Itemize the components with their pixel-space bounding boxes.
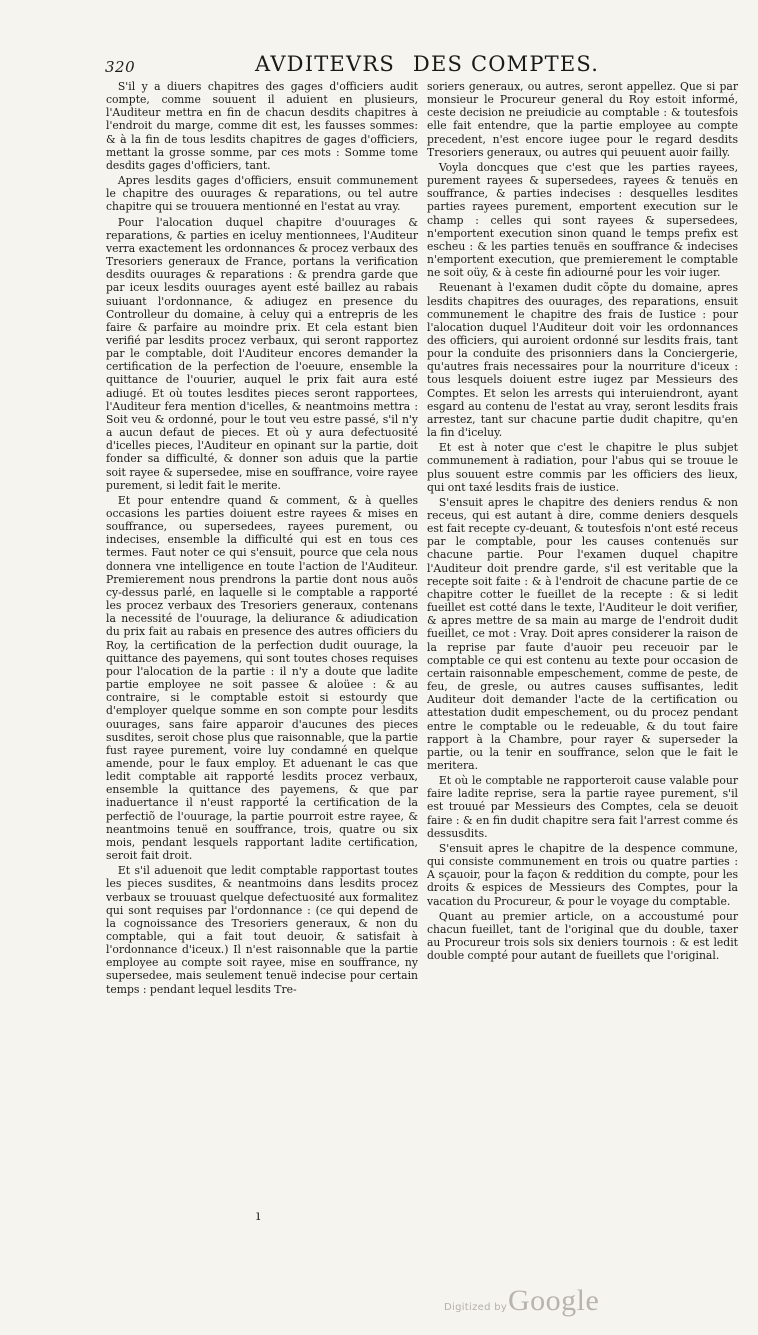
paragraph: S'ensuit apres le chapitre des deniers rendus & non receus, qui est autant à dire, comme deniers desquels est fait recepte cy-deuant, & toutesfois n'ont esté receus par le comptable, pour les causes contenuës sur chacune partie. Pour l'examen duquel chapitre l'Auditeur doit prendre garde, s'il est veritable que la recepte soit faite : & à l'endroit de chacune partie de ce chapitre cotter le fueillet de la recepte : & si ledit fueillet est cotté dans le texte, l'Auditeur le doit verifier, & apres mettre de sa main au marge de l'endroit dudit fueillet, ce mot : Vray. Doit apres considerer la raison de la reprise par faute d'auoir peu receuoir par le comptable ce qui est contenu au texte pour occasion de certain raisonnable empeschement, comme de peste, de feu, de gresle, ou autres causes suffisantes, ledit Auditeur doit demander l'acte de la certification ou attestation dudit empeschement, ou du procez pendant entre le comptable ou le redeuable, & du tout faire rapport à la Chambre, pour rayer & superseder la partie, ou la tenir en souffrance, selon que le fait le meritera. (427, 495, 738, 772)
paragraph: Et s'il aduenoit que ledit comptable rapportast toutes les pieces susdites, & neantmoins dans lesdits procez verbaux se trouuast quelque defectuosité aux formalitez qui sont requises par l'ordonnance : (ce qui depend de la cognoissance des Tresoriers generaux, & non du comptable, qui a fait tout deuoir, & satisfait à l'ordonnance d'iceux.) Il n'est raisonnable que la partie employee au compte soit rayee, mise en souffrance, ny supersedee, mais seulement tenuë indecise pour certain temps : pendant lequel lesdits Tre- (106, 864, 418, 996)
paragraph: Apres lesdits gages d'officiers, ensuit communement le chapitre des ouurages & reparations, ou tel autre chapitre qui se trouuera mentionné en l'estat au vray. (106, 174, 418, 214)
paragraph: Voyla doncques que c'est que les parties rayees, purement rayees & supersedees, rayees & tenuës en souffrance, & parties indecises : desquelles lesdites parties rayees purement, emportent execution sur le champ : celles qui sont rayees & supersedees, n'emportent execution sinon quand le temps prefix est escheu : & les parties tenuës en souffrance & indecises n'emportent execution, que premierement le comptable ne soit oüy, & à ceste fin adiourné pour les voir iuger. (427, 160, 738, 280)
paragraph: S'il y a diuers chapitres des gages d'officiers audit compte, comme souuent il aduient en plusieurs, l'Auditeur mettra en fin de chacun desdits chapitres à l'endroit du marge, comme dit est, les fausses sommes: & à la fin de tous lesdits chapitres de gages d'officiers, mettant la grosse somme, par ces mots : Somme tome desdits gages d'officiers, tant. (106, 80, 418, 172)
paragraph: Pour l'alocation duquel chapitre d'ouurages & reparations, & parties en iceluy mentionnees, l'Auditeur verra exactement les ordonnances & procez verbaux des Tresoriers generaux de France, portans la verification desdits ouurages & reparations : & prendra garde que par iceux lesdits ouurages ayent esté baillez au rabais suiuant l'ordonnance, & adiugez en presence du Controlleur du domaine, à celuy qui a entrepris de les faire & parfaire au moindre prix. Et cela estant bien verifié par lesdits procez verbaux, qui seront rapportez par le comptable, doit l'Auditeur encores demander la certification de la perfection de l'oeuure, ensemble la quittance de l'ouurier, auquel le prix fait aura esté adiugé. Et où toutes lesdites pieces seront rapportees, l'Auditeur fera mention d'icelles, & neantmoins mettra : Soit veu & ordonné, pour le tout veu estre passé, s'il n'y a aucun defaut de pieces. Et où y aura defectuosité d'icelles pieces, l'Auditeur en opinant sur la partie, doit fonder sa difficulté, & donner son aduis que la partie soit rayee & supersedee, mise en souffrance, voire rayee purement, si ledit fait le merite. (106, 215, 418, 492)
running-title-right: DES COMPTES. (412, 52, 600, 76)
paragraph: Reuenant à l'examen dudit cõpte du domaine, apres lesdits chapitres des ouurages, des reparations, ensuit communement le chapitre des frais de Iustice : pour l'alocation duquel l'Auditeur doit voir les ordonnances des officiers, qui auroient ordonné sur lesdits frais, tant pour la conduite des prisonniers dans la Conciergerie, qu'autres frais necessaires pour la nourriture d'iceux : tous lesquels doiuent estre iugez par Messieurs des Comptes. Et selon les arrests qui interuiendront, ayant esgard au contenu de l'estat au vray, seront lesdits frais arrestez, tant sur chacune partie dudit chapitre, qu'en la fin d'iceluy. (427, 281, 738, 440)
paragraph: S'ensuit apres le chapitre de la despence commune, qui consiste communement en trois ou quatre parties : A sçauoir, pour la façon & reddition du compte, pour les droits & espices de Messieurs des Comptes, pour la vacation du Procureur, & pour le voyage du comptable. (427, 841, 738, 908)
running-title (255, 52, 725, 76)
watermark-prefix: Digitized by (444, 1302, 508, 1313)
paragraph: Et où le comptable ne rapporteroit cause valable pour faire ladite reprise, sera la partie rayee purement, s'il est trouué par Messieurs des Comptes, cela se deuoit faire : & en fin dudit chapitre sera fait l'arrest comme és dessusdits. (427, 774, 738, 840)
google-logo: Google (508, 1284, 600, 1317)
paragraph: Quant au premier article, on a accoustumé pour chacun fueillet, tant de l'original que du double, taxer au Procureur trois sols six deniers tournois : & est ledit double compté pour autant de fueillets que l'original. (427, 909, 738, 963)
page-number: 320 (105, 58, 136, 76)
paragraph: Et est à noter que c'est le chapitre le plus subjet communement à radiation, pour l'abus qui se trouue le plus souuent estre commis par les officiers des lieux, qui ont taxé lesdits frais de iustice. (427, 441, 738, 494)
page-header (105, 52, 625, 82)
right-column (427, 80, 738, 964)
running-title-left: AVDITEVRS (255, 52, 395, 76)
paragraph: soriers generaux, ou autres, seront appellez. Que si par monsieur le Procureur general du Roy estoit informé, ceste decision ne preiudicie au comptable : & toutesfois elle fait entendre, que la partie employee au compte precedent, n'est encore iugee pour le regard desdits Tresoriers generaux, ou autres qui peuuent auoir failly. (427, 80, 738, 159)
left-column (106, 80, 418, 998)
digitized-watermark (444, 1284, 614, 1324)
bottom-mark: ı (256, 1208, 261, 1224)
paragraph: Et pour entendre quand & comment, & à quelles occasions les parties doiuent estre rayees & mises en souffrance, ou supersedees, rayees purement, ou indecises, ensemble la difficulté qui est en tous ces termes. Faut noter ce qui s'ensuit, pource que cela nous donnera vne intelligence en toute l'action de l'Auditeur. Premierement nous prendrons la partie dont nous auõs cy-dessus parlé, en laquelle si le comptable a rapporté les procez verbaux des Tresoriers generaux, contenans la necessité de l'ouurage, la deliurance & adiudication du prix fait au rabais en presence des autres officiers du Roy, la certification de la perfection dudit ouurage, la quittance des payemens, qui sont toutes choses requises pour l'alocation de la partie : il n'y a doute que ladite partie employee ne soit passee & aloüee : & au contraire, si le comptable estoit si estourdy que d'employer quelque somme en son compte pour lesdits ouurages, sans faire apparoir d'aucunes des pieces susdites, seroit chose plus que raisonnable, que la partie fust rayee purement, voire luy condamné en quelque amende, pour le faux employ. Et aduenant le cas que ledit comptable ait rapporté lesdits procez verbaux, ensemble la quittance des payemens, & que par inaduertance il n'eust rapporté la certification de la perfectiõ de l'ouurage, la partie pourroit estre rayee, & neantmoins tenuë en souffrance, trois, quatre ou six mois, pendant lesquels rapportant ladite certification, seroit fait droit. (106, 493, 418, 863)
